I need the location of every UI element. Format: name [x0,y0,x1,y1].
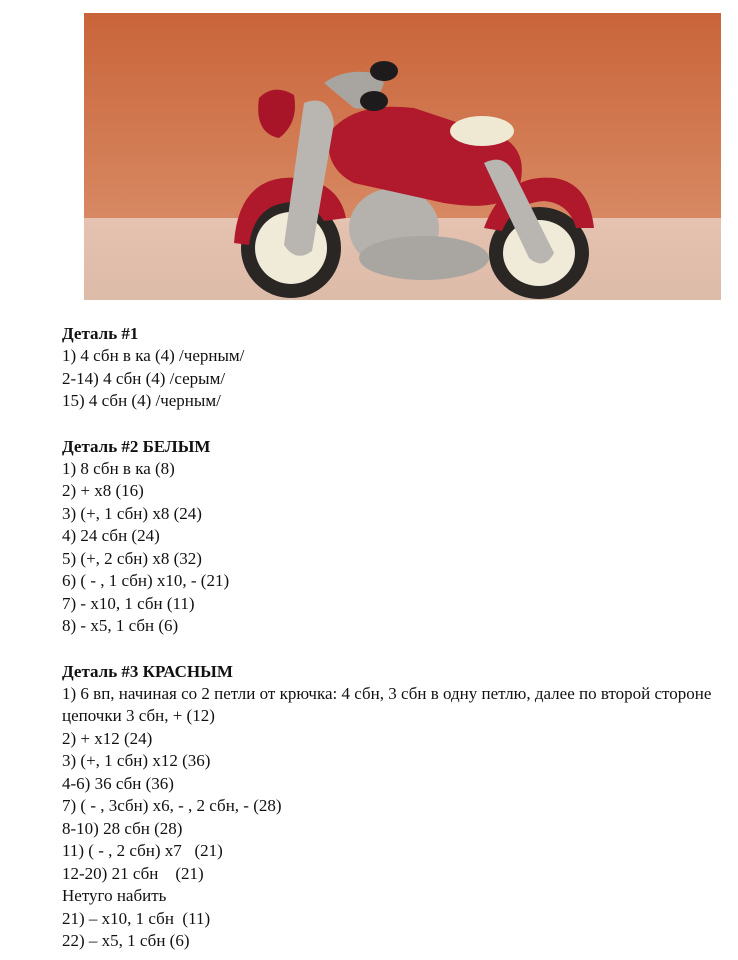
pattern-row: 11) ( - , 2 сбн) x7 (21) [62,841,223,860]
pattern-section-detail-3 [62,660,722,953]
pattern-row: 7) ( - , 3сбн) x6, - , 2 сбн, - (28) [62,796,282,815]
pattern-row: 5) (+, 2 сбн) x8 (32) [62,548,202,568]
pattern-row: 7) - x10, 1 сбн (11) [62,593,195,613]
pattern-row: 21) – x10, 1 сбн (11) [62,908,211,928]
section-heading: Деталь #1 [62,324,139,343]
pattern-row: 8) - x5, 1 сбн (6) [62,616,179,635]
section-heading: Деталь #2 БЕЛЫМ [62,436,211,456]
pattern-row: 8-10) 28 сбн (28) [62,818,183,838]
pattern-row: 4) 24 сбн (24) [62,526,160,545]
pattern-document [62,322,722,953]
pattern-note: Нетуго набить [62,886,167,905]
motorcycle-illustration [84,13,721,300]
pattern-row: 2) + x8 (16) [62,481,144,500]
pattern-row: 3) (+, 1 сбн) x8 (24) [62,503,202,523]
pattern-row: 1) 4 сбн в ка (4) /черным/ [62,346,245,365]
pattern-row: 1) 6 вп, начиная со 2 петли от крючка: 4 сбн, 3 сбн в одну петлю, далее по второй стороне цепочки 3 сбн, + (12) [62,683,716,725]
pattern-row: 1) 8 сбн в ка (8) [62,458,175,478]
pattern-row: 4-6) 36 сбн (36) [62,773,174,793]
pattern-row: 15) 4 сбн (4) /черным/ [62,391,221,410]
section-heading: Деталь #3 КРАСНЫМ [62,661,233,681]
pattern-section-detail-1 [62,322,722,413]
pattern-section-detail-2 [62,435,722,638]
pattern-row: 22) – x5, 1 сбн (6) [62,931,190,950]
pattern-row: 2-14) 4 сбн (4) /серым/ [62,368,226,388]
pattern-row: 3) (+, 1 сбн) x12 (36) [62,751,211,770]
crochet-motorcycle-photo [84,13,721,300]
pattern-row: 6) ( - , 1 сбн) x10, - (21) [62,571,230,590]
pattern-row: 2) + x12 (24) [62,728,153,748]
pattern-row: 12-20) 21 сбн (21) [62,863,204,883]
